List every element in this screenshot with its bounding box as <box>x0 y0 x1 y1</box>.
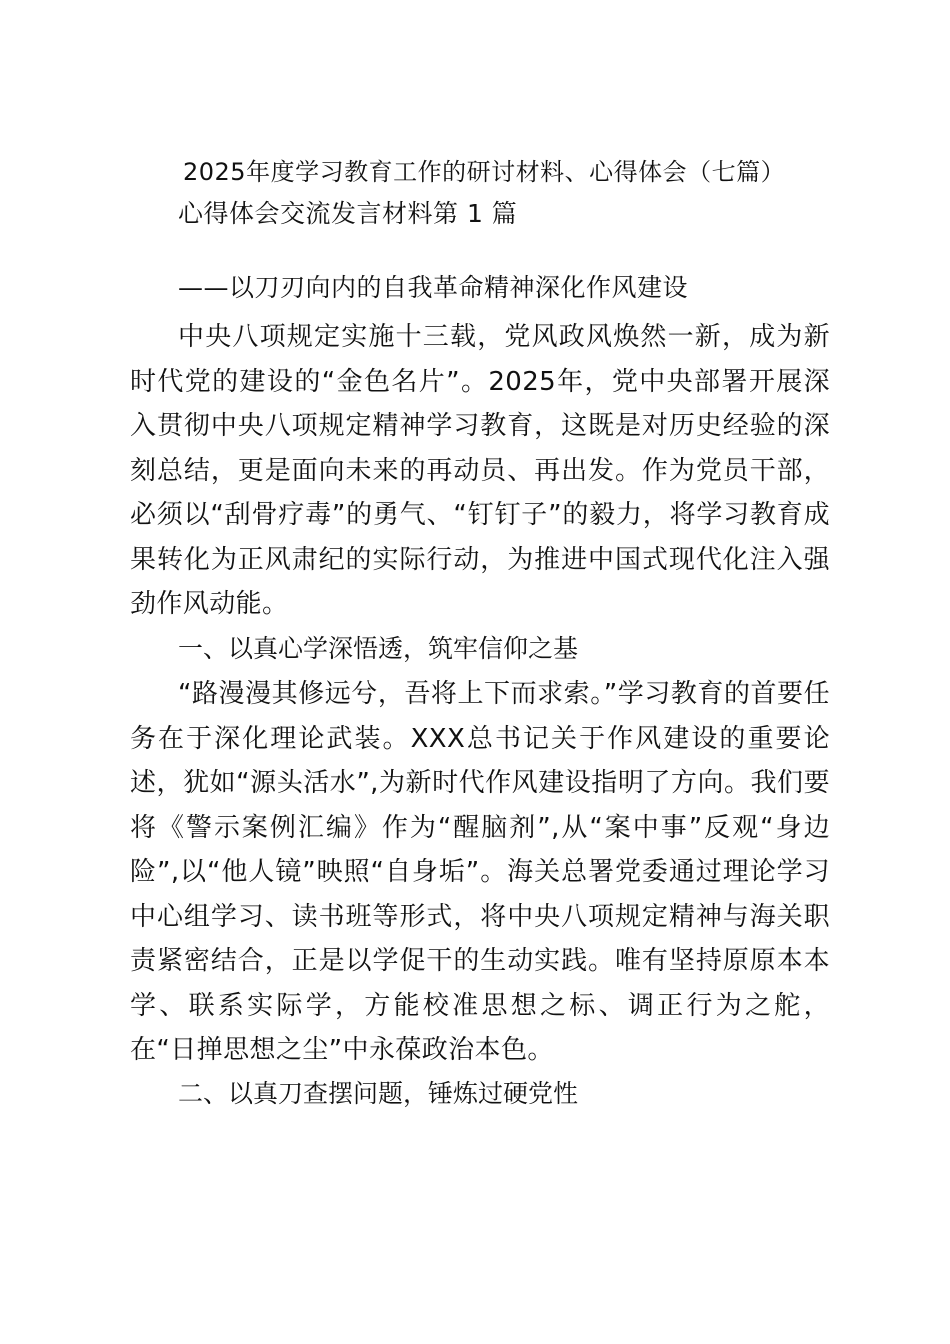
intro-paragraph: 中央八项规定实施十三载，党风政风焕然一新，成为新时代党的建设的“金色名片”。2025年，党中央部署开展深入贯彻中央八项规定精神学习教育，这既是对历史经验的深刻总结，更是面向未来的再动员、再出发。作为党员干部，必须以“刮骨疗毒”的勇气、“钉钉子”的毅力，将学习教育成果转化为正风肃纪的实际行动，为推进中国式现代化注入强劲作风动能。 <box>130 322 830 619</box>
section-heading-2: 二、以真刀查摆问题，锤炼过硬党性 <box>178 1079 579 1108</box>
section-heading-1: 一、以真心学深悟透，筑牢信仰之基 <box>178 634 579 663</box>
section-title: 心得体会交流发言材料第 1 篇 <box>178 199 518 228</box>
document-title: 2025年度学习教育工作的研讨材料、心得体会（七篇） <box>183 158 786 186</box>
document-subtitle: ——以刀刃向内的自我革命精神深化作风建设 <box>178 273 689 302</box>
section1-paragraph: “路漫漫其修远兮，吾将上下而求索。”学习教育的首要任务在于深化理论武装。XXX总书记关于作风建设的重要论述，犹如“源头活水”,为新时代作风建设指明了方向。我们要将《警示案例汇编》作为“醒脑剂”,从“案中事”反观“身边险”,以“他人镜”映照“自身垢”。海关总署党委通过理论学习中心组学习、读书班等形式，将中央八项规定精神与海关职责紧密结合，正是以学促干的生动实践。唯有坚持原原本本学、联系实际学，方能校准思想之标、调正行为之舵，在“日掸思想之尘”中永葆政治本色。 <box>130 679 830 1065</box>
